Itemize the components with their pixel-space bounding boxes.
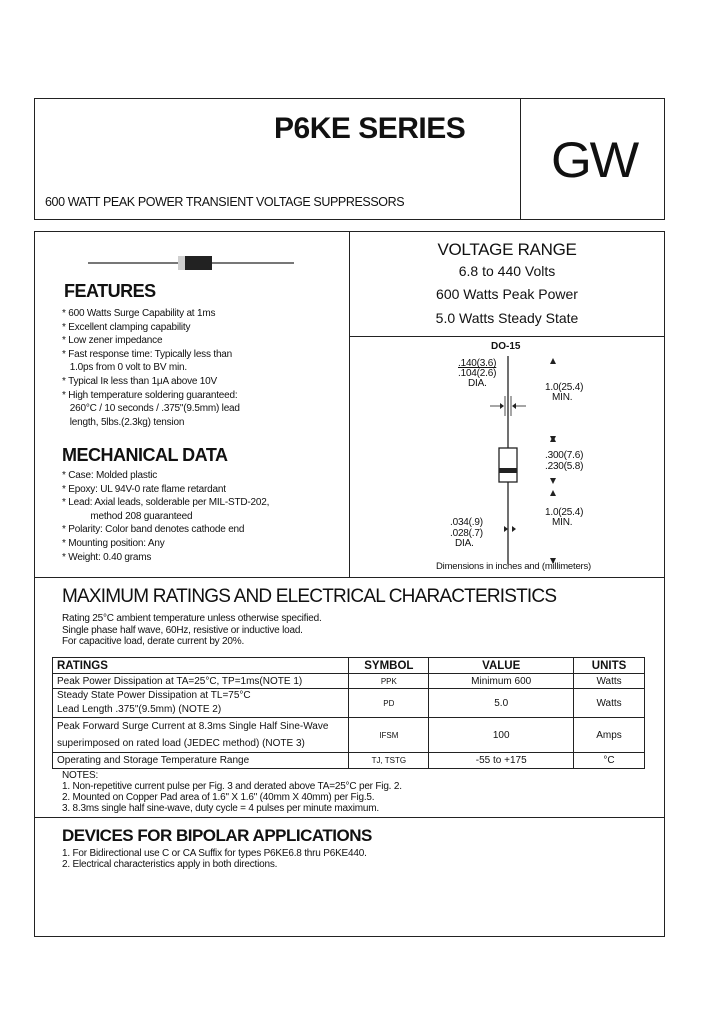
value-cell: -55 to +175 xyxy=(429,753,574,769)
header-divider xyxy=(520,98,521,220)
list-item: * Typical Iʀ less than 1μA above 10V xyxy=(62,375,218,387)
col-header: UNITS xyxy=(574,658,645,674)
lead-dia-label: DIA. xyxy=(455,538,474,549)
list-item: * Low zener impedance xyxy=(62,335,163,347)
table-row xyxy=(53,674,645,689)
bipolar-title: DEVICES FOR BIPOLAR APPLICATIONS xyxy=(62,826,372,845)
gw-logo: GW xyxy=(550,132,638,188)
dim-diameter-label: DIA. xyxy=(468,378,487,389)
lead-length-top: 1.0(25.4) xyxy=(545,382,584,393)
value-cell: Minimum 600 xyxy=(429,674,574,689)
features-title: FEATURES xyxy=(64,281,156,301)
rating-cell: Operating and Storage Temperature Range xyxy=(53,753,349,769)
lead-length-top-min: MIN. xyxy=(552,392,573,403)
value-cell: 100 xyxy=(429,718,574,753)
table-row xyxy=(53,718,645,753)
list-item: * Lead: Axial leads, solderable per MIL-STD-202, xyxy=(62,497,270,509)
table-row xyxy=(53,753,645,769)
lead-length-bottom-min: MIN. xyxy=(552,517,573,528)
package-name: DO-15 xyxy=(491,341,521,352)
list-item: * 600 Watts Surge Capability at 1ms xyxy=(62,308,216,319)
mechanical-title: MECHANICAL DATA xyxy=(62,445,228,465)
rating-cell: Steady State Power Dissipation at TL=75°C Lead Length .375"(9.5mm) (NOTE 2) xyxy=(53,689,349,718)
symbol-cell: PD xyxy=(349,689,429,718)
col-header: RATINGS xyxy=(53,658,349,674)
max-ratings-title: MAXIMUM RATINGS AND ELECTRICAL CHARACTERISTICS xyxy=(62,586,557,607)
list-item: * Epoxy: UL 94V-0 rate flame retardant xyxy=(62,483,226,495)
symbol-cell: IFSM xyxy=(349,718,429,753)
dim-diameter-min: .104(2.6) xyxy=(458,368,497,379)
mechanical-list xyxy=(62,469,269,564)
list-item: method 208 guaranteed xyxy=(62,510,193,522)
col-header: SYMBOL xyxy=(349,658,429,674)
voltage-range-line: 600 Watts Peak Power xyxy=(436,286,578,302)
list-item: * Polarity: Color band denotes cathode end xyxy=(62,524,245,536)
list-item: * High temperature soldering guaranteed: xyxy=(62,389,238,401)
units-cell: Watts xyxy=(574,689,645,718)
voltage-divider xyxy=(349,336,665,337)
features-divider xyxy=(349,231,350,577)
page-title: P6KE SERIES xyxy=(274,112,466,145)
table-header-row xyxy=(53,658,645,674)
col-header: VALUE xyxy=(429,658,574,674)
rating-cell: Peak Forward Surge Current at 8.3ms Single Half Sine-Wave superimposed on rated load (JEDEC method) (NOTE 3) xyxy=(53,718,349,753)
body-length-min: .230(5.8) xyxy=(545,461,584,472)
ratings-intro: Rating 25°C ambient temperature unless otherwise specified. Single phase half wave, 60Hz, resistive or inductive load. For capacitive load, derate current by 20%. xyxy=(62,613,322,647)
diode-icon xyxy=(88,253,298,273)
features-list xyxy=(62,307,240,429)
voltage-range-title: VOLTAGE RANGE xyxy=(437,240,577,259)
ratings-notes: NOTES: 1. Non-repetitive current pulse per Fig. 3 and derated above TA=25°C per Fig. 2. 2. Mounted on Copper Pad area of 1.6" X 1.6" (40mm X 40mm) per Fig.5. 3. 8.3ms single half sine-wave, duty cycle = 4 pulses per minute maximum. xyxy=(62,770,402,814)
ratings-top-divider xyxy=(34,577,665,578)
value-cell: 5.0 xyxy=(429,689,574,718)
lead-length-bottom: 1.0(25.4) xyxy=(545,507,584,518)
list-item: 1.0ps from 0 volt to BV min. xyxy=(62,362,187,374)
dim-diameter-max: .140(3.6) xyxy=(458,358,497,369)
dimensions-caption: Dimensions in inches and (millimeters) xyxy=(436,561,592,572)
table-row xyxy=(53,689,645,718)
voltage-range-line: 5.0 Watts Steady State xyxy=(435,310,579,326)
ratings-table xyxy=(52,657,645,769)
list-item: * Excellent clamping capability xyxy=(62,321,191,333)
list-item: * Fast response time: Typically less than xyxy=(62,348,233,360)
list-item: * Case: Molded plastic xyxy=(62,470,158,481)
subtitle: 600 WATT PEAK POWER TRANSIENT VOLTAGE SUPPRESSORS xyxy=(45,195,405,209)
symbol-cell: TJ, TSTG xyxy=(349,753,429,769)
bipolar-lines: 1. For Bidirectional use C or CA Suffix for types P6KE6.8 thru P6KE440. 2. Electrical characteristics apply in both directions. xyxy=(62,848,367,870)
units-cell: °C xyxy=(574,753,645,769)
list-item: length, 5lbs.(2.3kg) tension xyxy=(62,416,185,428)
bipolar-divider xyxy=(34,817,665,818)
symbol-cell: PPK xyxy=(349,674,429,689)
body-length-max: .300(7.6) xyxy=(545,450,584,461)
lead-dia-max: .034(.9) xyxy=(450,517,483,528)
units-cell: Watts xyxy=(574,674,645,689)
list-item: * Weight: 0.40 grams xyxy=(62,551,152,563)
list-item: * Mounting position: Any xyxy=(62,537,165,549)
lead-dia-min: .028(.7) xyxy=(450,528,483,539)
rating-cell: Peak Power Dissipation at TA=25°C, TP=1ms(NOTE 1) xyxy=(53,674,349,689)
voltage-range-line: 6.8 to 440 Volts xyxy=(458,263,556,279)
units-cell: Amps xyxy=(574,718,645,753)
list-item: 260°C / 10 seconds / .375"(9.5mm) lead xyxy=(62,403,240,415)
